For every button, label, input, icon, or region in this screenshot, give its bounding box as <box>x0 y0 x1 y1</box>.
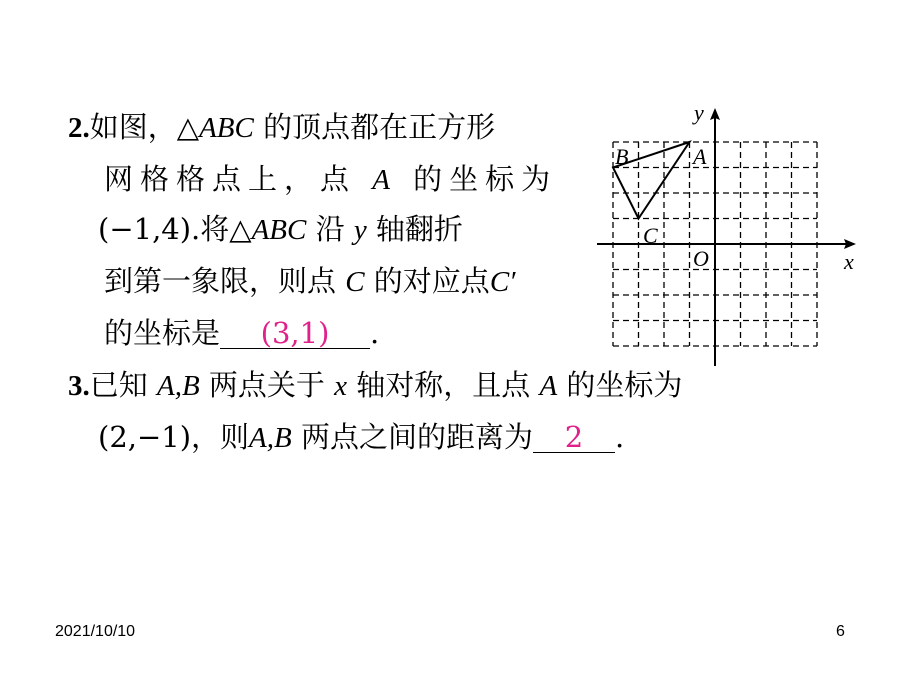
q2-text: 的坐标是 <box>104 316 221 350</box>
q3-text: (2,−1)，则 <box>98 420 250 454</box>
triangle-name: ABC <box>251 214 307 246</box>
q2-text: . <box>370 316 380 350</box>
triangle-symbol: △ <box>176 110 200 144</box>
points-ab-label: A,B <box>156 370 200 402</box>
footer-page-number: 6 <box>836 623 845 640</box>
footer-date: 2021/10/10 <box>55 623 136 640</box>
q2-text: 沿 <box>315 212 345 246</box>
q3-line-2 <box>98 420 624 455</box>
point-c-prime-label: C′ <box>489 266 516 298</box>
q3-text: 轴对称，且点 <box>356 368 531 402</box>
points-ab-label: A,B <box>249 422 292 454</box>
q2-text: 的顶点都在正方形 <box>263 110 496 144</box>
q3-line-1 <box>68 368 682 403</box>
triangle-name: ABC <box>199 112 254 144</box>
q2-text: (−1,4).将 <box>98 212 230 246</box>
triangle-symbol: △ <box>229 212 252 246</box>
vertex-a-label: A <box>693 144 707 169</box>
q3-number: 3. <box>68 370 90 402</box>
origin-label: O <box>693 246 709 271</box>
q2-text: 网格格点上，点 <box>104 162 357 196</box>
q2-text: 轴翻折 <box>375 212 463 246</box>
y-axis-label: y <box>694 100 704 125</box>
q3-answer-blank: 2 <box>533 422 615 453</box>
q2-line-1 <box>68 110 495 145</box>
q3-text: 已知 <box>89 368 148 402</box>
vertex-b-label: B <box>615 144 629 169</box>
q3-text: 两点之间的距离为 <box>300 420 533 454</box>
q2-line-2 <box>104 162 557 197</box>
q3-text: 两点关于 <box>208 368 325 402</box>
coordinate-grid-figure <box>590 98 860 368</box>
q3-text: . <box>614 420 625 454</box>
axis-x-label: x <box>334 370 347 402</box>
x-axis-label: x <box>844 249 854 274</box>
point-c-label: C <box>345 266 365 298</box>
point-a-label: A <box>539 370 558 402</box>
q2-text: 的坐标为 <box>413 162 558 196</box>
axis-y-label: y <box>353 214 367 246</box>
q2-line-3 <box>98 212 463 247</box>
vertex-c-label: C <box>643 223 658 248</box>
q2-line-4 <box>104 264 516 299</box>
q2-number: 2. <box>68 112 90 144</box>
q2-line-5 <box>104 316 379 350</box>
q2-answer-blank: (3,1) <box>220 318 370 349</box>
q2-text: 的对应点 <box>373 264 490 298</box>
q2-text: 到第一象限，则点 <box>104 264 337 298</box>
point-a-label: A <box>372 164 397 196</box>
q2-text: 如图， <box>89 110 177 144</box>
q3-text: 的坐标为 <box>566 368 683 402</box>
